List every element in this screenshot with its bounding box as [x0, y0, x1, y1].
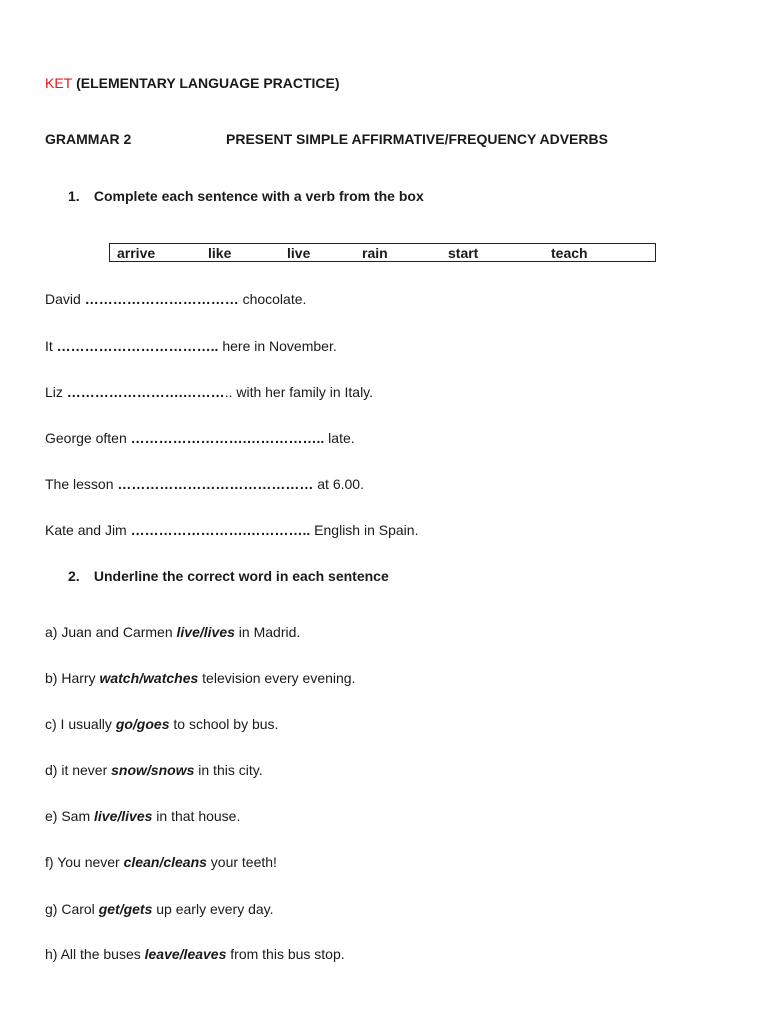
sentence-text: up early every day.: [152, 901, 274, 917]
gap-sentence: [45, 338, 337, 354]
blank-dots[interactable]: ……………………………………: [117, 476, 314, 492]
sentence-text: g) Carol: [45, 901, 99, 917]
sentence-text: h) All the buses: [45, 946, 145, 962]
task-1-instruction: Complete each sentence with a verb from the box: [93, 188, 424, 204]
word-options[interactable]: snow/snows: [111, 762, 195, 778]
choice-sentence: [45, 762, 263, 778]
word-box-word: rain: [362, 245, 388, 261]
sentence-text: from this bus stop.: [226, 946, 345, 962]
sentence-text: in this city.: [194, 762, 263, 778]
blank-dots[interactable]: …………………….……………..: [130, 430, 325, 446]
sentence-text: It: [45, 338, 57, 354]
sentence-text: Kate and Jim: [45, 522, 131, 538]
word-box-word: arrive: [117, 245, 156, 261]
sentence-text: chocolate.: [238, 291, 307, 307]
word-box-word: teach: [551, 245, 588, 261]
blank-dots[interactable]: …………………….…………..: [130, 522, 311, 538]
sentence-text: George often: [45, 430, 131, 446]
gap-sentence: [45, 476, 364, 492]
word-options[interactable]: live/lives: [94, 808, 153, 824]
sentence-text: English in Spain.: [310, 522, 419, 538]
blank-dots[interactable]: ……………………………..: [56, 338, 219, 354]
task-2-instruction: Underline the correct word in each sentence: [93, 568, 389, 584]
task-2-number: 2.: [68, 568, 80, 584]
word-box-word: like: [208, 245, 232, 261]
title-subtitle: (ELEMENTARY LANGUAGE PRACTICE): [76, 75, 340, 91]
task-1-number: 1.: [68, 188, 80, 204]
choice-sentence: [45, 901, 274, 917]
sentence-text: to school by bus.: [169, 716, 279, 732]
choice-sentence: [45, 716, 278, 732]
sentence-text: b) Harry: [45, 670, 100, 686]
word-options[interactable]: get/gets: [98, 901, 153, 917]
word-options[interactable]: watch/watches: [99, 670, 199, 686]
task-2-heading: [68, 568, 389, 584]
sentence-text: e) Sam: [45, 808, 95, 824]
blank-dots[interactable]: …………………….………: [66, 384, 225, 400]
ket-label: KET: [45, 75, 73, 91]
sentence-text: here in November.: [218, 338, 337, 354]
sentence-text: d) it never: [45, 762, 112, 778]
gap-sentence: [45, 384, 373, 400]
word-options[interactable]: clean/cleans: [123, 854, 207, 870]
choice-sentence: [45, 808, 240, 824]
grammar-label: GRAMMAR 2: [45, 131, 132, 147]
gap-sentence: [45, 522, 418, 538]
blank-dots[interactable]: ……………………………: [84, 291, 239, 307]
word-options[interactable]: live/lives: [176, 624, 235, 640]
sentence-text: .. with her family in Italy.: [224, 384, 374, 400]
gap-sentence: [45, 430, 355, 446]
choice-sentence: [45, 670, 355, 686]
sentence-text: television every evening.: [198, 670, 356, 686]
sentence-text: at 6.00.: [313, 476, 364, 492]
sentence-text: late.: [324, 430, 355, 446]
word-box-word: live: [287, 245, 311, 261]
task-1-heading: [68, 188, 424, 204]
sentence-text: Liz: [45, 384, 67, 400]
word-options[interactable]: go/goes: [115, 716, 170, 732]
word-box: [109, 243, 656, 262]
worksheet-title: [45, 75, 340, 91]
sentence-text: David: [45, 291, 85, 307]
sentence-text: a) Juan and Carmen: [45, 624, 177, 640]
sentence-text: c) I usually: [45, 716, 116, 732]
choice-sentence: [45, 946, 345, 962]
topic-heading: PRESENT SIMPLE AFFIRMATIVE/FREQUENCY ADVERBS: [226, 131, 608, 147]
sentence-text: your teeth!: [206, 854, 277, 870]
choice-sentence: [45, 854, 277, 870]
sentence-text: The lesson: [45, 476, 118, 492]
word-box-word: start: [448, 245, 479, 261]
sentence-text: in that house.: [152, 808, 241, 824]
sentence-text: in Madrid.: [234, 624, 301, 640]
sentence-text: f) You never: [45, 854, 124, 870]
gap-sentence: [45, 291, 306, 307]
choice-sentence: [45, 624, 300, 640]
word-options[interactable]: leave/leaves: [144, 946, 227, 962]
